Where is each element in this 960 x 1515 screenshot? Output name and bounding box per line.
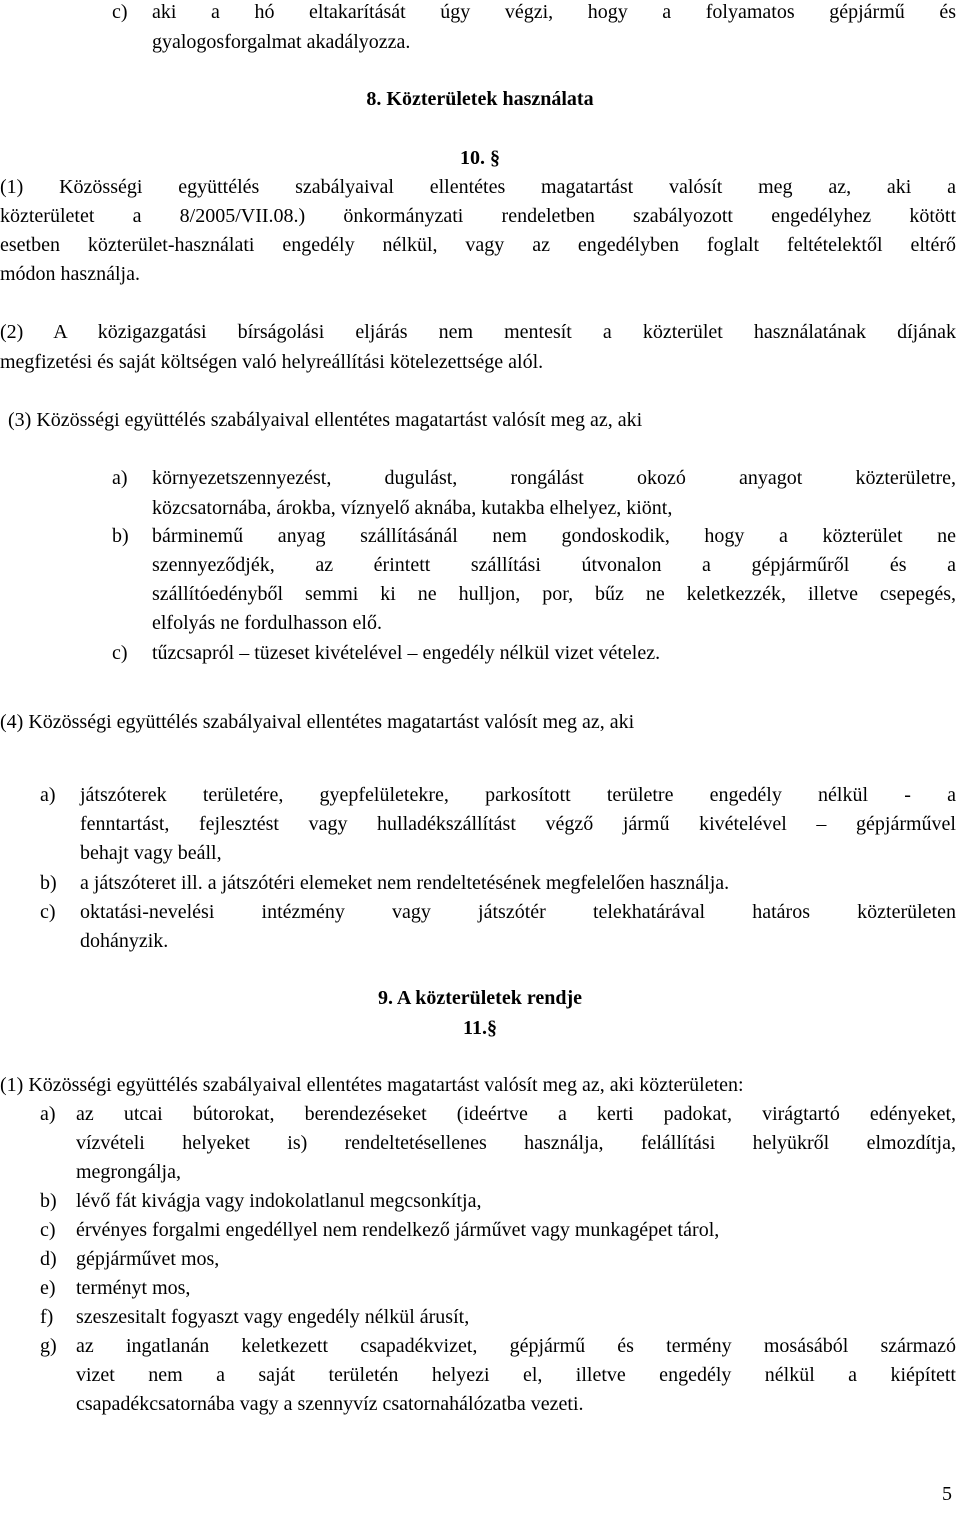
list-label: f) (40, 1306, 54, 1328)
text-line: lévő fát kivágja vagy indokolatlanul megcsonkítja, (76, 1190, 482, 1212)
paragraph-intro: (3) Közösségi együttélés szabályaival ellentétes magatartást valósít meg az, aki (8, 409, 643, 431)
text-line: behajt vagy beáll, (80, 842, 222, 864)
text-line: az ingatlanán keletkezett csapadékvizet, gépjármű és termény mosásából származó (76, 1335, 956, 1357)
paragraph-number: 11.§ (463, 1017, 497, 1039)
paragraph-intro: (4) Közösségi együttélés szabályaival ellentétes magatartást valósít meg az, aki (0, 711, 635, 733)
text-line: érvényes forgalmi engedéllyel nem rendelkező járművet vagy munkagépet tárol, (76, 1219, 720, 1241)
text-line: fenntartást, fejlesztést vagy hulladékszállítást végző jármű kivételével – gépjárművel (80, 813, 956, 835)
text-line: vizet nem a saját területén helyezi el, illetve engedély nélkül a kiépített (76, 1364, 956, 1386)
text-line: megrongálja, (76, 1161, 181, 1183)
text-line: a játszóteret ill. a játszótéri elemeket nem rendeltetésének megfelelően használja. (80, 872, 730, 894)
text-line: szeszesitalt fogyaszt vagy engedély nélkül árusít, (76, 1306, 470, 1328)
list-label: b) (40, 1190, 57, 1212)
section-heading: 9. A közterületek rendje (377, 987, 583, 1009)
list-label: b) (112, 525, 129, 547)
text-line: szállítóedényből semmi ki ne hulljon, por, bűz ne keletkezzék, illetve csepegés, (152, 583, 956, 605)
text-line: szennyeződjék, az érintett szállítási útvonalon a gépjárműről és a (152, 554, 956, 576)
text-line: tűzcsapról – tüzeset kivételével – engedély nélkül vizet vételez. (152, 642, 661, 664)
list-label: g) (40, 1335, 57, 1357)
text-line: terményt mos, (76, 1277, 191, 1299)
text-line: (1) Közösségi együttélés szabályaival ellentétes magatartást valósít meg az, aki a (0, 176, 956, 198)
page-number: 5 (942, 1483, 952, 1505)
text-line: bárminemű anyag szállításánál nem gondoskodik, hogy a közterület ne (152, 525, 956, 547)
list-label: d) (40, 1248, 57, 1270)
list-label: b) (40, 872, 57, 894)
list-label: e) (40, 1277, 56, 1299)
text-line: gépjárművet mos, (76, 1248, 220, 1270)
paragraph-number: 10. § (460, 147, 500, 169)
section-heading: 8. Közterületek használata (366, 88, 594, 110)
text-line: (2) A közigazgatási bírságolási eljárás nem mentesít a közterület használatának díjának (0, 321, 956, 343)
text-line: módon használja. (0, 263, 140, 285)
text-line: közcsatornába, árokba, víznyelő aknába, kutakba elhelyez, kiönt, (152, 497, 673, 519)
list-label: a) (40, 784, 56, 806)
text-line: csapadékcsatornába vagy a szennyvíz csatornahálózatba vezeti. (76, 1393, 584, 1415)
text-line: dohányzik. (80, 930, 169, 952)
text-line: aki a hó eltakarítását úgy végzi, hogy a folyamatos gépjármű és (152, 1, 956, 23)
list-label: c) (112, 1, 128, 23)
text-line: elfolyás ne fordulhasson elő. (152, 612, 382, 634)
list-label: a) (40, 1103, 56, 1125)
text-line: megfizetési és saját költségen való helyreállítási kötelezettsége alól. (0, 351, 544, 373)
text-line: közterületet a 8/2005/VII.08.) önkormányzati rendeletben szabályozott engedélyhez kötött (0, 205, 956, 227)
text-line: vízvételi helyeket is) rendeltetésellenes használja, felállítási helyükről elmozdítja, (76, 1132, 956, 1154)
text-line: oktatási-nevelési intézmény vagy játszótér telekhatárával határos közterületen (80, 901, 956, 923)
text-line: esetben közterület-használati engedély nélkül, vagy az engedélyben foglalt feltételektől eltérő (0, 234, 956, 256)
text-line: az utcai bútorokat, berendezéseket (ideértve a kerti padokat, virágtartó edényeket, (76, 1103, 956, 1125)
list-label: c) (40, 901, 56, 923)
text-line: gyalogosforgalmat akadályozza. (152, 31, 411, 53)
paragraph-intro: (1) Közösségi együttélés szabályaival ellentétes magatartást valósít meg az, aki közterületen: (0, 1074, 744, 1096)
list-label: c) (112, 642, 128, 664)
list-label: a) (112, 467, 128, 489)
list-label: c) (40, 1219, 56, 1241)
text-line: környezetszennyezést, dugulást, rongálást okozó anyagot közterületre, (152, 467, 956, 489)
text-line: játszóterek területére, gyepfelületekre, parkosított területre engedély nélkül - a (80, 784, 956, 806)
